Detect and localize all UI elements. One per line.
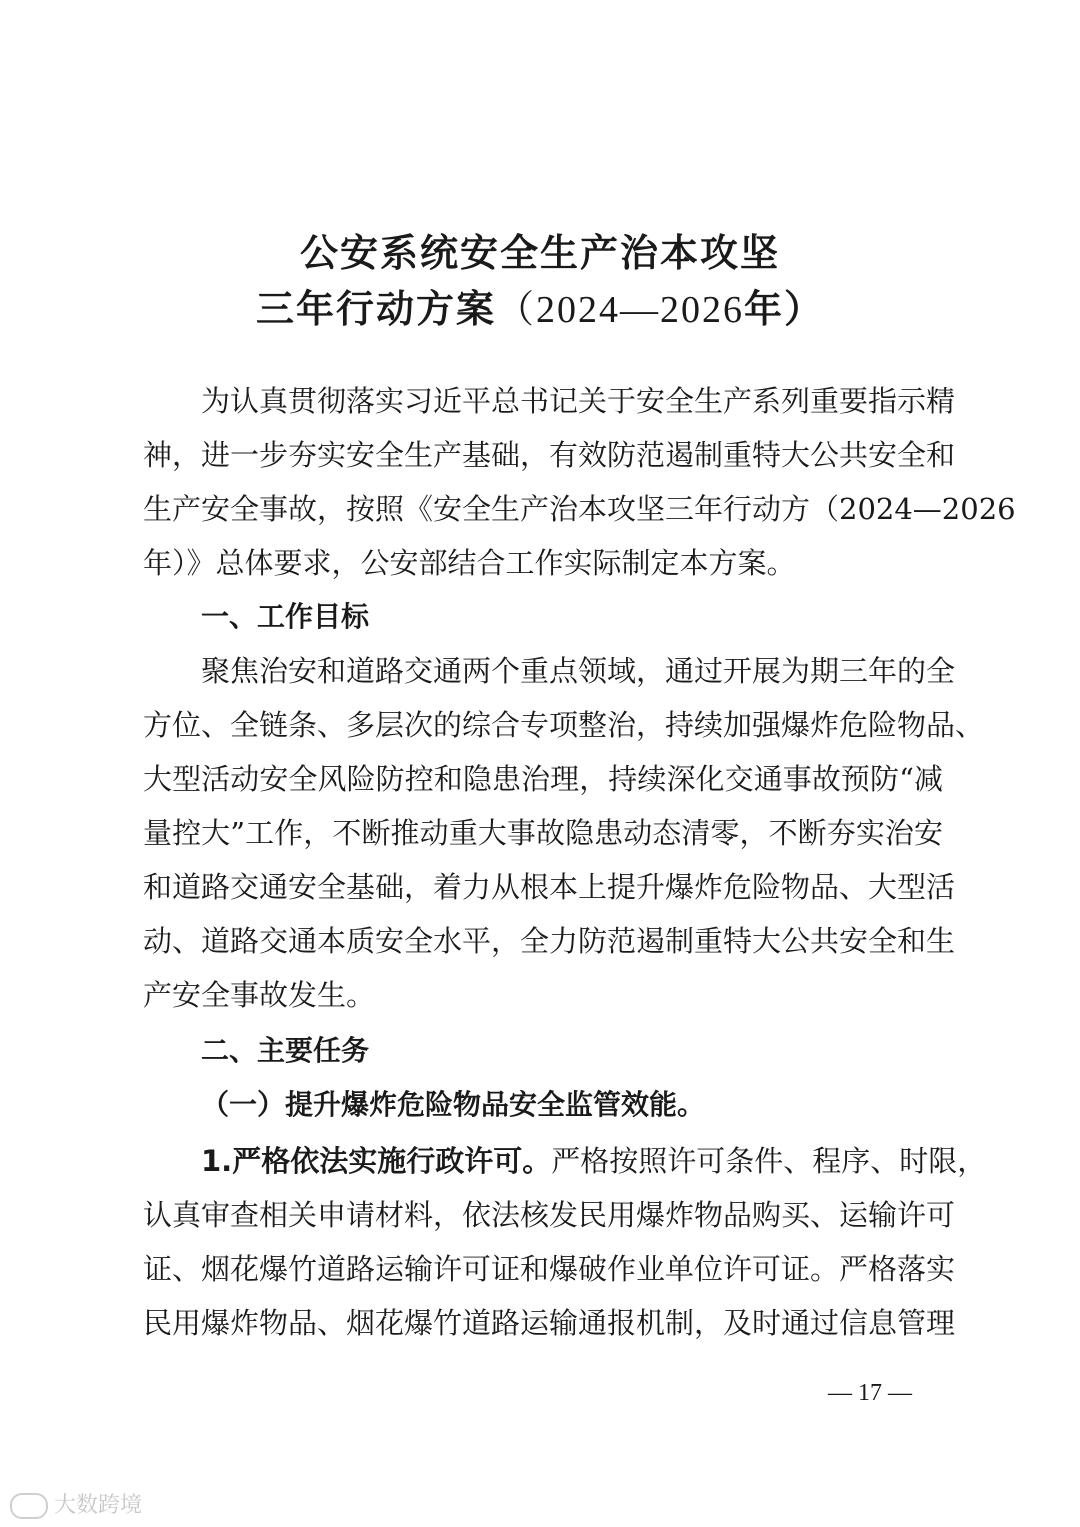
document-title-line1: 公安系统安全生产治本攻坚: [299, 231, 780, 275]
intro-line: 为认真贯彻落实习近平总书记关于安全生产系列重要指示精: [201, 384, 956, 418]
section1-line: 聚焦治安和道路交通两个重点领域，通过开展为期三年的全: [201, 654, 956, 688]
section1-line: 量控大”工作，不断推动重大事故隐患动态清零，不断夯实治安: [143, 816, 943, 850]
item1-text: 严格按照许可条件、程序、时限，: [551, 1144, 987, 1178]
intro-line: 年）》总体要求，公安部结合工作实际制定本方案。: [143, 546, 796, 580]
item1-title: 1.严格依法实施行政许可。: [201, 1144, 552, 1178]
watermark: [10, 1488, 142, 1519]
section2-item1-line: [201, 1134, 987, 1188]
page-number: — 17 —: [828, 1380, 912, 1406]
title-line2-prefix: 三年行动方案: [255, 287, 496, 331]
section2-line: 民用爆炸物品、烟花爆竹道路运输通报机制，及时通过信息管理: [143, 1306, 956, 1340]
intro-line: 生产安全事故，按照《安全生产治本攻坚三年行动方（2024—2026: [143, 492, 1016, 526]
section2-heading: 二、主要任务: [201, 1034, 370, 1067]
document-title-line2: [0, 278, 1080, 333]
watermark-logo-icon: [10, 1493, 48, 1519]
section2-line: 证、烟花爆竹道路运输许可证和爆破作业单位许可证。严格落实: [143, 1252, 956, 1286]
section1-heading: 一、工作目标: [201, 600, 370, 633]
section1-line: 大型活动安全风险防控和隐患治理，持续深化交通事故预防“减: [143, 762, 943, 796]
intro-line: 神，进一步夯实安全生产基础，有效防范遏制重特大公共安全和: [143, 438, 956, 472]
section1-line: 和道路交通安全基础，着力从根本上提升爆炸危险物品、大型活: [143, 870, 956, 904]
title-line2-suffix: 年）: [744, 287, 825, 331]
section1-line: 方位、全链条、多层次的综合专项整治，持续加强爆炸危险物品、: [143, 708, 985, 742]
section2-sub-heading: （一）提升爆炸危险物品安全监管效能。: [201, 1088, 706, 1121]
section1-line: 动、道路交通本质安全水平，全力防范遏制重特大公共安全和生: [143, 924, 956, 958]
title-line2-years: （2024—2026: [495, 289, 744, 331]
section1-line: 产安全事故发生。: [143, 978, 376, 1012]
section2-line: 认真审查相关申请材料，依法核发民用爆炸物品购买、运输许可: [143, 1198, 956, 1232]
watermark-text: 大数跨境: [54, 1493, 143, 1518]
